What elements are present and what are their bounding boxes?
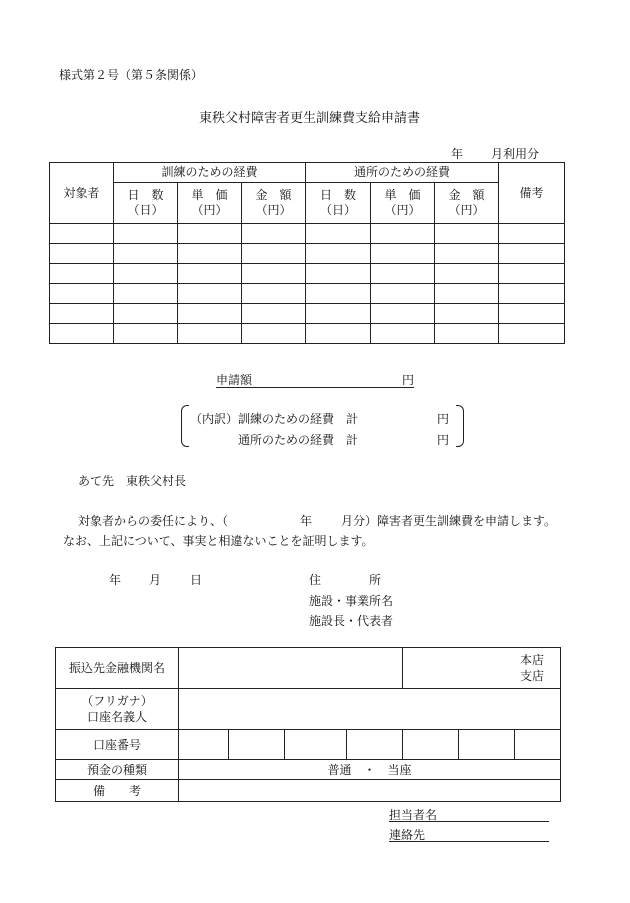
table-row: [50, 264, 565, 284]
address-label: 住 所: [309, 573, 382, 587]
table-row: [50, 324, 565, 344]
institution-input[interactable]: [179, 648, 403, 689]
bank-notes-input[interactable]: [179, 780, 561, 802]
statement-year: 年: [300, 514, 313, 528]
table-row: [50, 244, 565, 264]
date-year: 年: [109, 573, 122, 587]
commute-days-header: 日 数 （日）: [306, 183, 371, 224]
breakdown-prefix: （内訳）: [190, 412, 239, 426]
commute-price-header: 単 価 （円）: [371, 183, 435, 224]
facility-label: 施設・事業所名: [309, 594, 394, 608]
staff-name-field[interactable]: [389, 806, 549, 822]
representative-label: 施設長・代表者: [309, 614, 394, 628]
table-row: [50, 224, 565, 244]
account-number-label: 口座番号: [56, 730, 179, 760]
account-digit[interactable]: [459, 730, 515, 760]
usage-table: [49, 162, 565, 344]
notes-header: 備考: [499, 163, 565, 224]
commute-total-label: 通所のための経費 計: [238, 433, 359, 447]
bank-notes-label: 備 考: [56, 780, 179, 802]
account-digit[interactable]: [515, 730, 561, 760]
account-digit[interactable]: [285, 730, 347, 760]
account-digit[interactable]: [403, 730, 459, 760]
form-number: 様式第２号（第５条関係）: [59, 68, 204, 82]
training-amount-header: 金 額 （円）: [242, 183, 306, 224]
commute-total-yen: 円: [437, 433, 450, 447]
commute-amount-header: 金 額 （円）: [435, 183, 499, 224]
deposit-type-label: 預金の種類: [56, 760, 179, 780]
statement-line1-b: 月分）障害者更生訓練費を申請します。: [341, 514, 557, 528]
training-total-label: 訓練のための経費 計: [238, 412, 359, 426]
staff-name-label: 担当者名: [389, 808, 438, 822]
training-total-yen: 円: [437, 412, 450, 426]
training-days-header: 日 数 （日）: [114, 183, 178, 224]
usage-month-label: 月利用分: [491, 147, 540, 161]
date-month: 月: [149, 573, 162, 587]
addressee: あて先 東秩父村長: [78, 474, 187, 488]
commute-group-header: 通所のための経費: [306, 163, 499, 183]
subject-header: 対象者: [50, 163, 114, 224]
statement-line2: なお、上記について、事実と相違ないことを証明します。: [63, 534, 374, 548]
table-row: [50, 284, 565, 304]
head-office-label: 本店: [519, 653, 544, 667]
account-digit[interactable]: [229, 730, 285, 760]
account-digit[interactable]: [179, 730, 229, 760]
usage-year-label: 年: [451, 147, 464, 161]
contact-label: 連絡先: [389, 828, 426, 842]
account-digit[interactable]: [347, 730, 403, 760]
table-row: [50, 304, 565, 324]
date-day: 日: [190, 573, 203, 587]
bank-table: [55, 647, 561, 802]
page-title: 東秩父村障害者更生訓練費支給申請書: [199, 111, 421, 126]
branch-cell[interactable]: [403, 648, 561, 689]
branch-label: 支店: [519, 669, 544, 683]
application-amount-field[interactable]: [216, 371, 414, 388]
training-price-header: 単 価 （円）: [178, 183, 242, 224]
statement-line1-a: 対象者からの委任により、（: [78, 514, 229, 528]
institution-label: 振込先金融機関名: [56, 648, 179, 689]
contact-field[interactable]: [389, 826, 549, 842]
training-group-header: 訓練のための経費: [114, 163, 306, 183]
application-amount-label: 申請額: [216, 373, 253, 387]
account-holder-input[interactable]: [179, 689, 561, 730]
application-amount-yen: 円: [401, 373, 414, 387]
deposit-type-options[interactable]: 普通 ・ 当座: [179, 760, 561, 780]
left-bracket: [181, 405, 189, 447]
account-holder-header: （フリガナ） 口座名義人: [56, 689, 179, 730]
right-bracket: [456, 405, 464, 447]
